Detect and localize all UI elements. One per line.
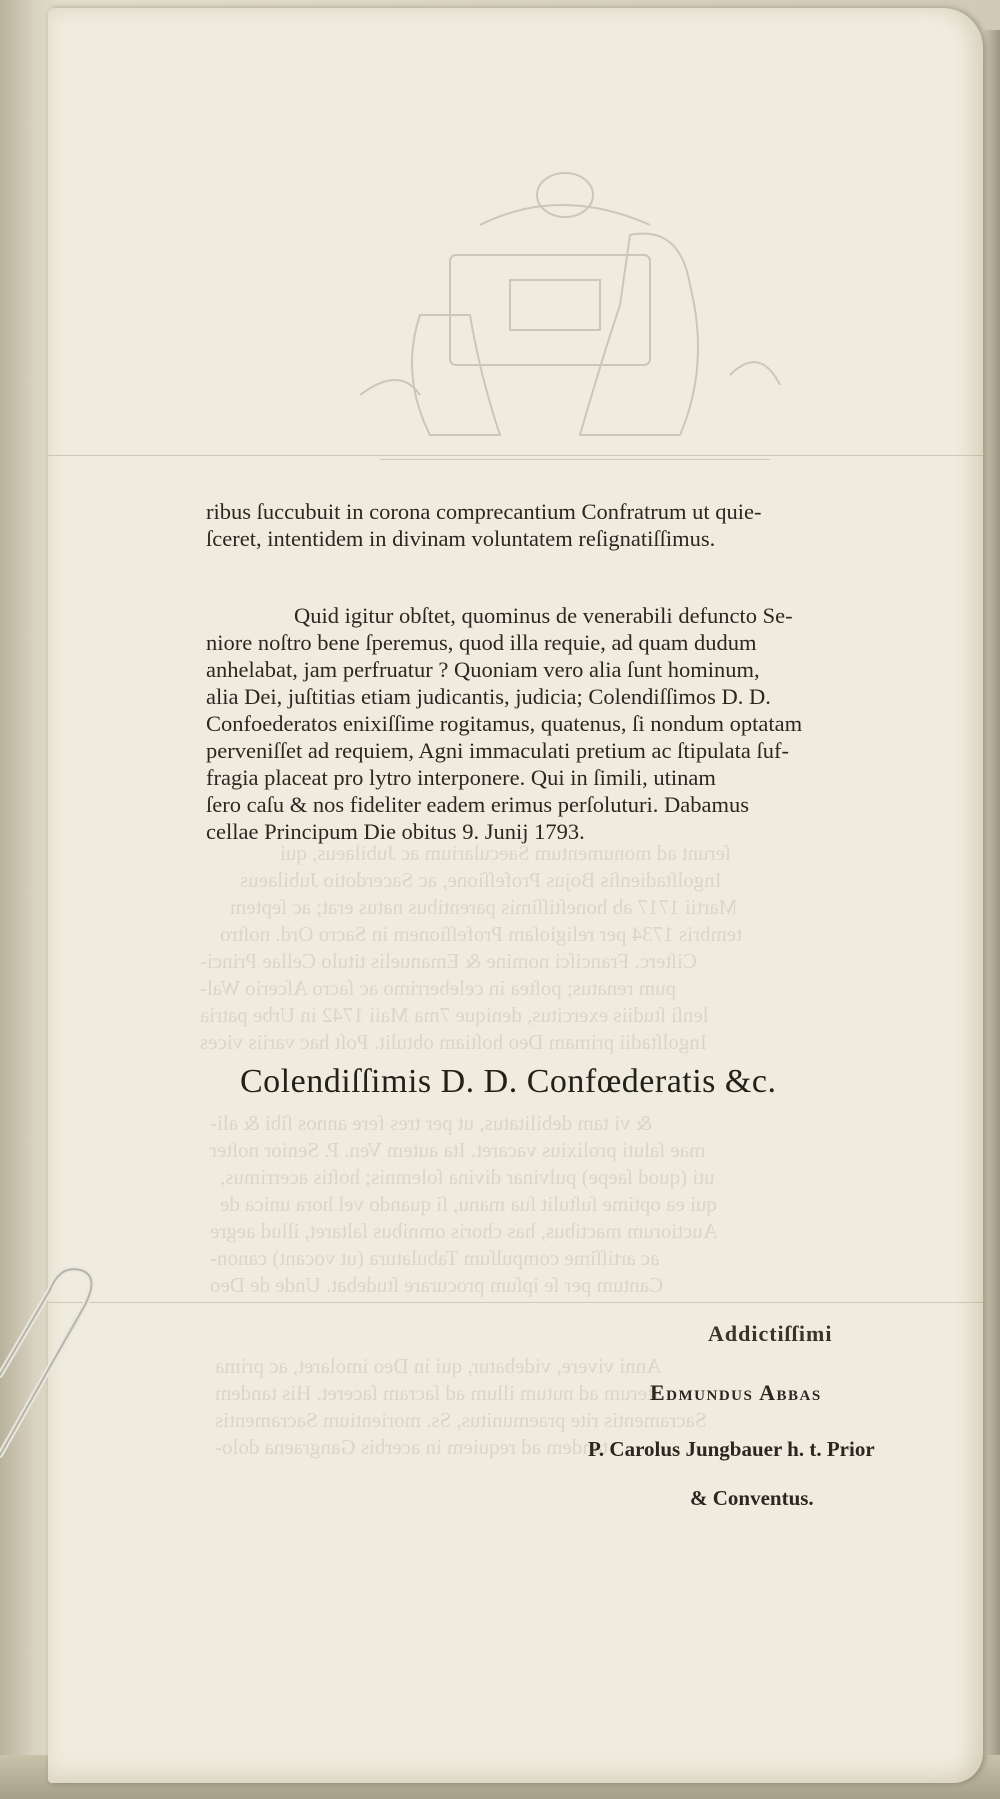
fold-line xyxy=(48,1302,983,1303)
show-through-text: mae ſaluti prolixius vacaret. Ita autem Ven. P. Senior noſter xyxy=(210,1138,706,1162)
text-line: perveniſſet ad requiem, Agni immaculati pretium ac ſtipulata ſuf- xyxy=(206,738,789,763)
signature-convent: & Conventus. xyxy=(690,1486,814,1510)
show-through-text: ac artiſſime compulſum Tabulatura (ut vocant) canon- xyxy=(210,1246,660,1270)
show-through-text: Martii 1717 ab honeſtiſſimis parentibus natus erat; ac ſeptem xyxy=(230,895,738,919)
show-through-text: lenſi ſtudiis exercitus, denique 7ma Maii 1742 in Urbe patria xyxy=(200,1003,709,1027)
show-through-text: tandem ad requiem in acerbis Gangraena dolo- xyxy=(215,1435,609,1459)
show-through-text: qui ea optime ſuſtulit ſua manu, ſi quando vel hora unica de xyxy=(220,1192,717,1216)
closing-formula: Addictiſſimi xyxy=(708,1321,833,1346)
paper-clip xyxy=(0,1265,120,1465)
show-through-text: Ciſterc. Franciſci nomine & Emanuelis titulo Cellae Princi- xyxy=(200,949,697,973)
text-line: alia Dei, juſtitias etiam judicantis, judicia; Colendiſſimos D. D. xyxy=(206,684,771,709)
text-line: Quid igitur obſtet, quominus de venerabili defuncto Se- xyxy=(294,603,793,628)
paragraph-2 xyxy=(206,602,926,845)
show-through-text: Anni vivere, videbatur, qui in Deo imolaret, ac prima xyxy=(215,1354,662,1378)
show-through-text: Cantum per ſe ipſum procurare ſtudebat. Unde de Deo xyxy=(210,1273,664,1297)
show-through-text: & vi tam debilitatus, ut per tres fere annos ſibi & ali- xyxy=(210,1111,653,1135)
paragraph-1 xyxy=(206,498,926,552)
addressee: Colendiſſimis D. D. Confœderatis &c. xyxy=(240,1063,777,1100)
show-through-text: uti (quod ſaepe) pulvinar divina ſolemnis; hoſtis acerrimus, xyxy=(220,1165,715,1189)
show-through-text: pum renatus; poſtea in celeberrimo ac ſacro Aſcerio Wal- xyxy=(200,976,677,1000)
show-through-text: ſerunt ad monumentum Saecularium ac Jubilaeus, qui xyxy=(280,841,731,865)
show-through-text: iterum ad nutum illum ad ſacram ſaceret. His tandem xyxy=(215,1381,659,1405)
signature-prior: P. Carolus Jungbauer h. t. Prior xyxy=(588,1437,875,1461)
show-through-text: Ingolſtadienſis Bojus Profeſſione, ac Sacerdotio Jubilaeus xyxy=(240,868,722,892)
show-through-text: Sacramentis rite praemunitus, Ss. morientium Sacramentis xyxy=(215,1408,707,1432)
show-through-text: tembris 1734 per religioſam Profeſſionem in Sacro Ord. noſtro xyxy=(220,922,742,946)
text-line: niore noſtro bene ſperemus, quod illa requie, ad quam dudum xyxy=(206,630,757,655)
text-line: ſero caſu & nos fideliter eadem erimus perſoluturi. Dabamus xyxy=(206,792,749,817)
page-edge xyxy=(980,30,1000,1799)
vignette-show-through xyxy=(360,165,790,460)
text-line: ribus ſuccubuit in corona comprecantium Confratrum ut quie- xyxy=(206,499,762,524)
show-through-text: Ingolſtadii primam Deo hoſtiam obtulit. Poſt hac variis vices xyxy=(200,1030,707,1054)
text-line: cellae Principum Die obitus 9. Junij 1793. xyxy=(206,819,585,844)
show-through-text: Auctiorum mactibus, has choris omnibus ſaltaret, illud aegre xyxy=(210,1219,718,1243)
text-line: ſceret, intentidem in divinam voluntatem reſignatiſſimus. xyxy=(206,526,716,551)
signature-abbot: Edmundus Abbas xyxy=(650,1380,822,1405)
text-line: Confoederatos enixiſſime rogitamus, quatenus, ſi nondum optatam xyxy=(206,711,803,736)
text-line: anhelabat, jam perfruatur ? Quoniam vero alia ſunt hominum, xyxy=(206,657,760,682)
text-line: fragia placeat pro lytro interponere. Qui in ſimili, utinam xyxy=(206,765,716,790)
